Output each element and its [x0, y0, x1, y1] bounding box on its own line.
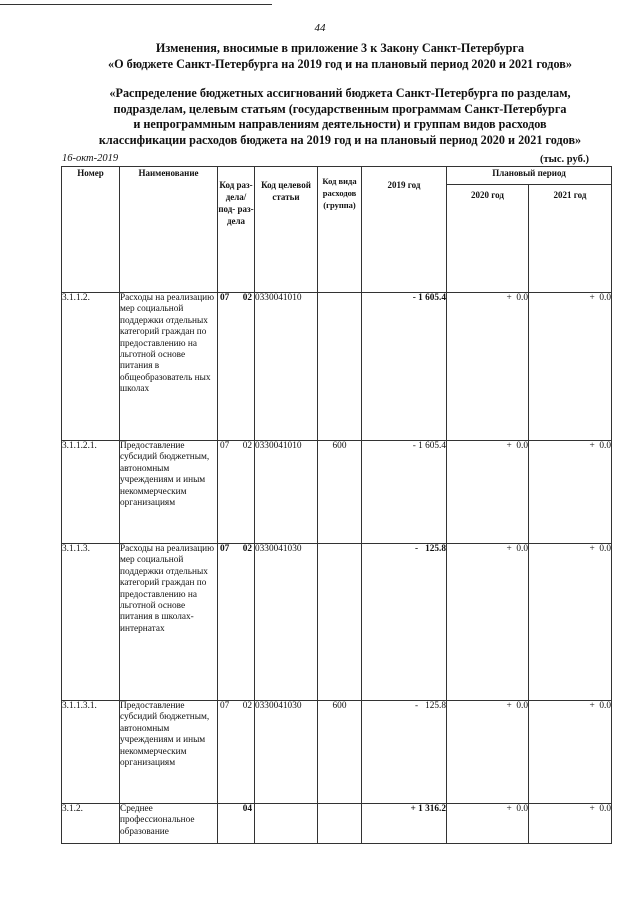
row-number: 3.1.1.3.1. — [62, 701, 120, 804]
row-number: 3.1.1.3. — [62, 544, 120, 701]
col-header-name: Наименование — [120, 167, 218, 293]
document-header — [60, 41, 620, 72]
row-name: Предоставление субсидий бюджетным, автономным учреждениям и иным некоммерческим организациям — [120, 701, 218, 804]
row-vid: 600 — [318, 441, 362, 544]
podrazdel-code: 02 — [242, 441, 252, 451]
row-2019: - 125.8 — [362, 544, 447, 701]
podrazdel-code: 02 — [242, 701, 252, 711]
col-header-razdel: Код раз- дела/ под- раз- дела — [218, 167, 255, 293]
podrazdel-code: 02 — [242, 293, 252, 303]
row-razdel — [218, 701, 255, 804]
units-label: (тыс. руб.) — [540, 154, 589, 165]
row-2019: + 1 316.2 — [362, 804, 447, 844]
header-line-2: «О бюджете Санкт-Петербурга на 2019 год и на плановый период 2020 и 2021 годов» — [108, 56, 572, 71]
document-date: 16-окт-2019 — [62, 153, 119, 164]
table-row — [62, 701, 612, 804]
row-2021: + 0.0 — [529, 701, 612, 804]
row-vid — [318, 804, 362, 844]
razdel-code: 07 — [220, 701, 230, 711]
row-razdel — [218, 544, 255, 701]
row-name: Среднее профессиональное образование — [120, 804, 218, 844]
row-2021: + 0.0 — [529, 544, 612, 701]
row-vid — [318, 544, 362, 701]
title-line: и непрограммным направлениям деятельности) и группам видов расходов — [133, 117, 547, 131]
row-target: 0330041010 — [255, 293, 318, 441]
row-number: 3.1.2. — [62, 804, 120, 844]
row-target: 0330041010 — [255, 441, 318, 544]
row-number: 3.1.1.2. — [62, 293, 120, 441]
row-razdel — [218, 293, 255, 441]
col-header-planned: Плановый период — [447, 167, 612, 185]
col-header-2021: 2021 год — [529, 185, 612, 293]
razdel-code: 07 — [220, 441, 230, 451]
row-2020: + 0.0 — [447, 804, 529, 844]
row-2021: + 0.0 — [529, 293, 612, 441]
row-razdel — [218, 804, 255, 844]
col-header-2019: 2019 год — [362, 167, 447, 293]
page-number: 44 — [314, 22, 326, 34]
row-2019: - 125.8 — [362, 701, 447, 804]
row-2019: - 1 605.4 — [362, 293, 447, 441]
table-row — [62, 441, 612, 544]
row-vid — [318, 293, 362, 441]
table-row — [62, 293, 612, 441]
budget-table — [61, 166, 612, 844]
title-line: подразделам, целевым статьям (государственным программам Санкт-Петербурга — [113, 101, 567, 116]
razdel-code: 07 — [220, 544, 230, 554]
col-header-target: Код целевой статьи — [255, 167, 318, 293]
row-razdel — [218, 441, 255, 544]
title-line: классификации расходов бюджета на 2019 год и на плановый период 2020 и 2021 годов» — [98, 132, 582, 147]
table-row — [62, 544, 612, 701]
row-2020: + 0.0 — [447, 441, 529, 544]
row-number: 3.1.1.2.1. — [62, 441, 120, 544]
table-row — [62, 804, 612, 844]
row-name: Предоставление субсидий бюджетным, автономным учреждениям и иным некоммерческим организациям — [120, 441, 218, 544]
row-2021: + 0.0 — [529, 804, 612, 844]
table-body — [62, 293, 612, 844]
col-header-number: Номер — [62, 167, 120, 293]
row-name: Расходы на реализацию мер социальной поддержки отдельных категорий граждан по предоставлению на льготной основе питания в общеобразователь ных школах — [120, 293, 218, 441]
row-2020: + 0.0 — [447, 544, 529, 701]
row-target — [255, 804, 318, 844]
row-2020: + 0.0 — [447, 293, 529, 441]
appendix-title — [60, 86, 620, 148]
col-header-vid: Код вида расходов (группа) — [318, 167, 362, 293]
row-vid: 600 — [318, 701, 362, 804]
header-line-1: Изменения, вносимые в приложение 3 к Закону Санкт-Петербурга — [155, 41, 525, 55]
col-header-2020: 2020 год — [447, 185, 529, 293]
row-2021: + 0.0 — [529, 441, 612, 544]
row-2020: + 0.0 — [447, 701, 529, 804]
razdel-code: 07 — [220, 293, 230, 303]
row-2019: - 1 605.4 — [362, 441, 447, 544]
top-rule — [0, 4, 272, 5]
title-line: «Распределение бюджетных ассигнований бюджета Санкт-Петербурга по разделам, — [109, 86, 571, 100]
row-name: Расходы на реализацию мер социальной поддержки отдельных категорий граждан по предоставлению на льготной основе питания в школах- интернатах — [120, 544, 218, 701]
podrazdel-code: 02 — [242, 544, 252, 554]
row-target: 0330041030 — [255, 544, 318, 701]
row-target: 0330041030 — [255, 701, 318, 804]
podrazdel-code: 04 — [242, 804, 252, 814]
